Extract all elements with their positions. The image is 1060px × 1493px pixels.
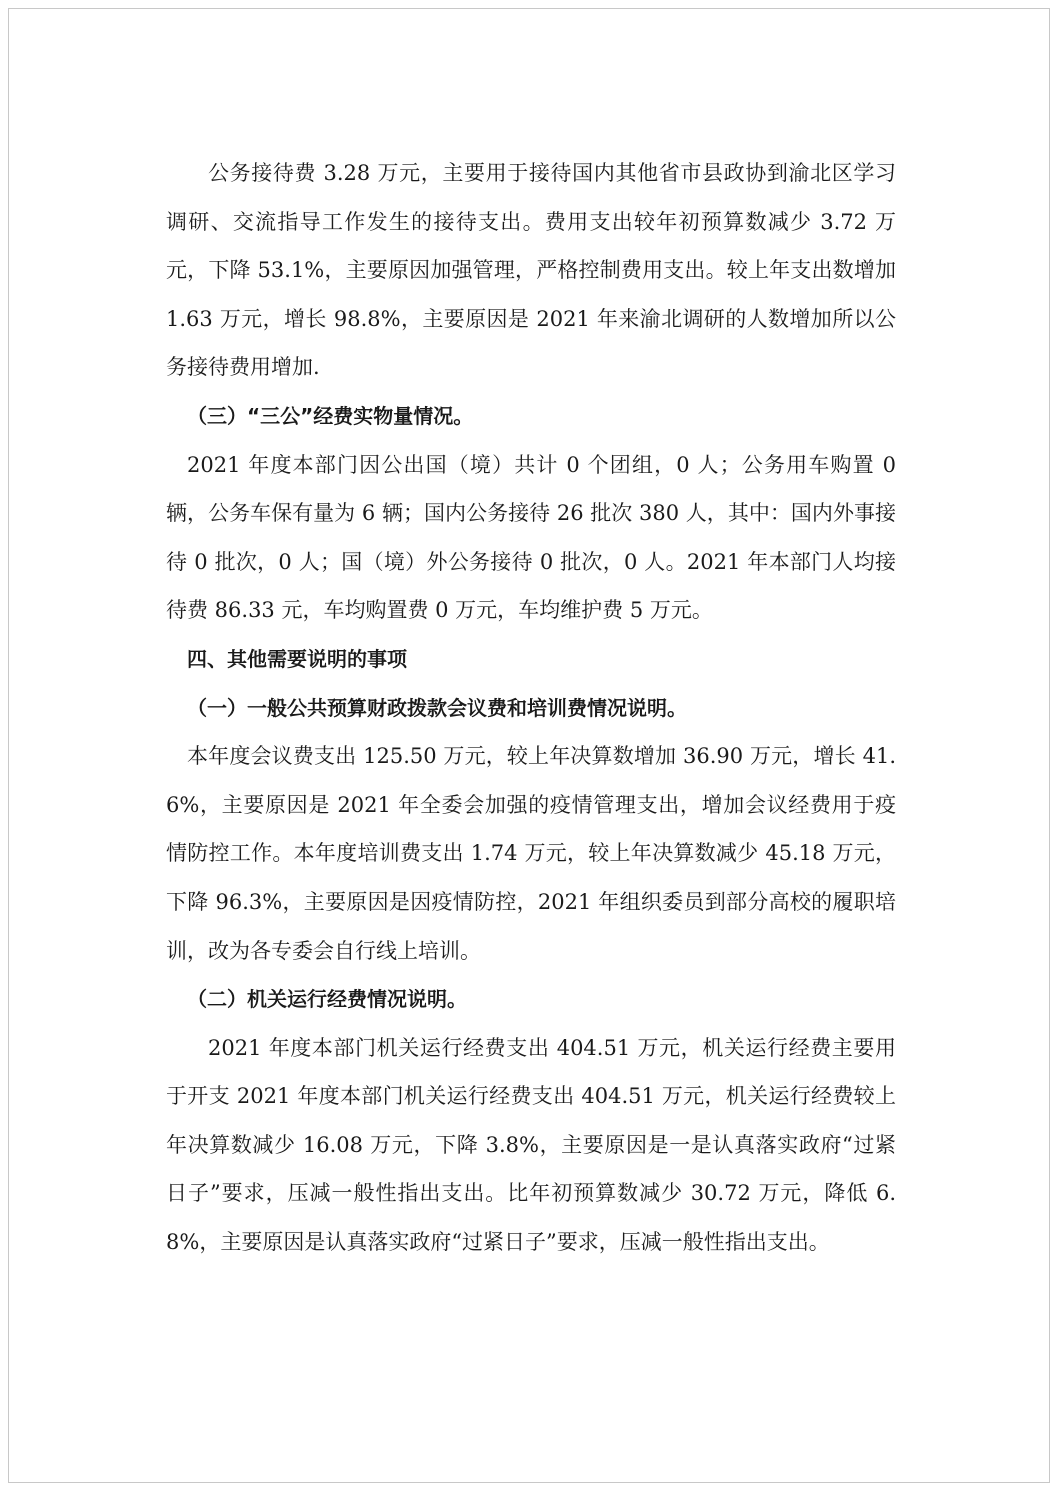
- document-body: [166, 149, 896, 1267]
- heading-meeting-training: （一）一般公共预算财政拨款会议费和培训费情况说明。: [187, 695, 687, 720]
- heading-operating-expense: （二）机关运行经费情况说明。: [187, 987, 467, 1012]
- paragraph-meeting-training: 本年度会议费支出 125.50 万元，较上年决算数增加 36.90 万元，增长 41.6%，主要原因是 2021 年全委会加强的疫情管理支出，增加会议经费用于疫情防控工作。本年度培训费支出 1.74 万元，较上年决算数减少 45.18 万元，下降 96.3%，主要原因是因疫情防控，2021 年组织委员到部分高校的履职培训，改为各专委会自行线上培训。: [166, 744, 896, 963]
- paragraph-operating-expense: 2021 年度本部门机关运行经费支出 404.51 万元，机关运行经费主要用于开支 2021 年度本部门机关运行经费支出 404.51 万元，机关运行经费较上年决算数减少 16.08 万元，下降 3.8%，主要原因是一是认真落实政府“过紧日子”要求，压减一般性指出支出。比年初预算数减少 30.72 万元，降低 6.8%，主要原因是认真落实政府“过紧日子”要求，压减一般性指出支出。: [166, 1035, 896, 1255]
- heading-other-matters: 四、其他需要说明的事项: [187, 646, 407, 671]
- paragraph-physical-quantity: 2021 年度本部门因公出国（境）共计 0 个团组，0 人；公务用车购置 0 辆，公务车保有量为 6 辆；国内公务接待 26 批次 380 人，其中：国内外事接待 0 批次，0 人；国（境）外公务接待 0 批次，0 人。2021 年本部门人均接待费 86.33 元，车均购置费 0 万元，车均维护费 5 万元。: [166, 452, 896, 623]
- paragraph-reception-expense: 公务接待费 3.28 万元，主要用于接待国内其他省市县政协到渝北区学习调研、交流指导工作发生的接待支出。费用支出较年初预算数减少 3.72 万元，下降 53.1%，主要原因加强管理，严格控制费用支出。较上年支出数增加 1.63 万元，增长 98.8%，主要原因是 2021 年来渝北调研的人数增加所以公务接待费用增加.: [166, 161, 896, 380]
- document-page: [8, 8, 1050, 1483]
- heading-three-public-physical: （三）“三公”经费实物量情况。: [187, 403, 474, 428]
